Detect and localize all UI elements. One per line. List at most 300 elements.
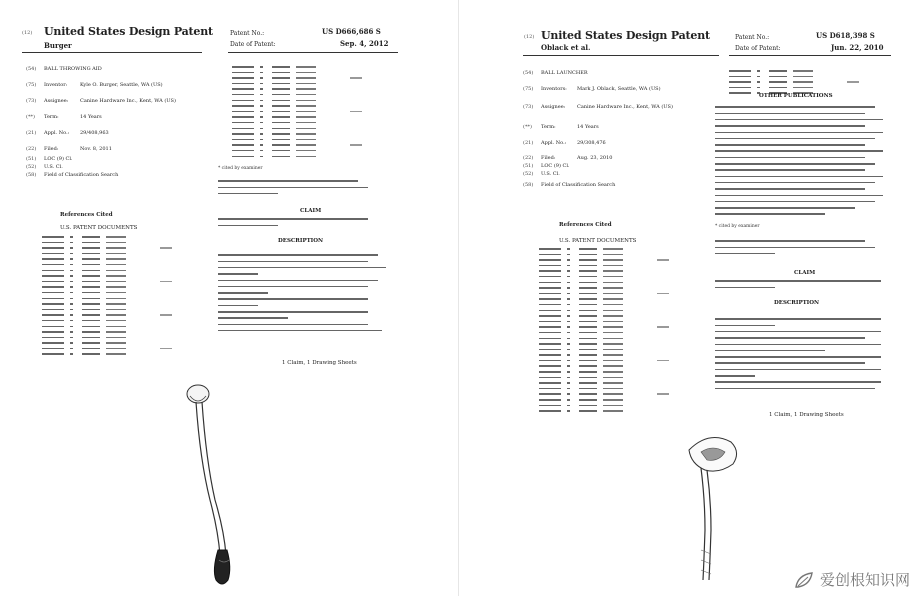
reference-mark <box>579 338 597 340</box>
text-line-mark <box>218 218 368 220</box>
field-row <box>523 182 616 189</box>
reference-mark <box>106 342 126 344</box>
reference-mark <box>82 342 100 344</box>
reference-mark <box>603 365 623 367</box>
reference-mark <box>296 128 316 130</box>
field-num: (**) <box>26 114 35 120</box>
field-label: Filed: <box>44 146 59 152</box>
reference-mark <box>539 399 561 401</box>
reference-mark <box>539 310 561 312</box>
reference-mark <box>82 298 100 300</box>
text-line-mark <box>715 113 865 115</box>
field-num: (52) <box>523 171 534 177</box>
reference-mark <box>296 66 316 68</box>
reference-mark <box>42 314 64 316</box>
text-line-mark <box>715 213 825 215</box>
field-label: Term: <box>541 124 556 130</box>
reference-mark <box>757 87 760 89</box>
text-line-mark <box>715 337 865 339</box>
reference-mark <box>232 150 254 152</box>
reference-mark <box>539 343 561 345</box>
text-line-mark <box>218 330 382 332</box>
reference-mark <box>42 258 64 260</box>
field-num: (52) <box>26 164 37 170</box>
reference-mark <box>603 332 623 334</box>
field-num: (22) <box>26 146 37 152</box>
references-heading: References Cited <box>60 212 113 218</box>
reference-mark <box>579 265 597 267</box>
reference-mark <box>567 377 570 379</box>
reference-mark <box>539 321 561 323</box>
reference-mark <box>757 76 760 78</box>
field-value: 14 Years <box>80 114 102 120</box>
reference-mark <box>70 309 73 311</box>
field-label: BALL LAUNCHER <box>541 70 588 76</box>
reference-mark <box>106 348 126 350</box>
reference-mark <box>579 399 597 401</box>
reference-mark <box>539 371 561 373</box>
reference-mark <box>272 105 290 107</box>
field-value: Nov. 8, 2011 <box>80 146 112 152</box>
text-line-mark <box>715 163 875 165</box>
reference-mark <box>232 156 254 158</box>
reference-mark <box>847 81 859 83</box>
reference-mark <box>729 76 751 78</box>
reference-mark <box>579 365 597 367</box>
reference-mark <box>603 410 623 412</box>
reference-mark <box>232 116 254 118</box>
reference-mark <box>106 286 126 288</box>
reference-mark <box>579 310 597 312</box>
text-line-mark <box>715 195 883 197</box>
reference-mark <box>106 337 126 339</box>
reference-mark <box>539 410 561 412</box>
reference-mark <box>106 281 126 283</box>
reference-mark <box>579 371 597 373</box>
text-line-mark <box>715 318 881 320</box>
reference-mark <box>567 332 570 334</box>
reference-mark <box>82 353 100 355</box>
reference-mark <box>567 410 570 412</box>
reference-mark <box>729 92 751 94</box>
reference-mark <box>272 144 290 146</box>
reference-mark <box>42 247 64 249</box>
reference-mark <box>539 377 561 379</box>
reference-mark <box>260 72 263 74</box>
reference-mark <box>539 365 561 367</box>
reference-mark <box>603 259 623 261</box>
reference-mark <box>603 405 623 407</box>
field-num: (**) <box>523 124 532 130</box>
reference-mark <box>272 150 290 152</box>
reference-mark <box>603 282 623 284</box>
text-line-mark <box>218 193 278 195</box>
text-line-mark <box>715 369 881 371</box>
reference-mark <box>82 264 100 266</box>
field-row <box>523 155 612 162</box>
reference-mark <box>106 353 126 355</box>
text-line-mark <box>218 273 258 275</box>
reference-mark <box>82 275 100 277</box>
reference-mark <box>579 321 597 323</box>
reference-mark <box>232 100 254 102</box>
reference-mark <box>603 393 623 395</box>
inventor-name: Oblack et al. <box>541 43 591 52</box>
title-code: (12) <box>524 34 535 40</box>
reference-row <box>232 154 362 160</box>
reference-mark <box>106 264 126 266</box>
reference-mark <box>757 81 760 83</box>
reference-mark <box>567 270 570 272</box>
claim-heading: CLAIM <box>794 270 816 276</box>
claims-footer: 1 Claim, 1 Drawing Sheets <box>282 360 357 366</box>
field-row <box>523 124 599 131</box>
reference-mark <box>350 77 362 79</box>
patent-title: United States Design Patent <box>541 29 710 42</box>
reference-mark <box>296 156 316 158</box>
reference-mark <box>603 354 623 356</box>
reference-mark <box>260 94 263 96</box>
reference-mark <box>232 133 254 135</box>
reference-mark <box>82 247 100 249</box>
field-num: (58) <box>523 182 534 188</box>
reference-mark <box>106 326 126 328</box>
reference-list-continued <box>729 68 859 96</box>
reference-mark <box>296 72 316 74</box>
reference-mark <box>603 265 623 267</box>
text-line-mark <box>715 201 875 203</box>
field-num: (51) <box>523 163 534 169</box>
reference-mark <box>539 405 561 407</box>
reference-mark <box>70 270 73 272</box>
reference-mark <box>70 303 73 305</box>
text-line-mark <box>715 375 755 377</box>
reference-mark <box>567 393 570 395</box>
reference-mark <box>42 303 64 305</box>
reference-mark <box>106 314 126 316</box>
text-line-mark <box>715 188 865 190</box>
reference-mark <box>296 122 316 124</box>
reference-mark <box>603 343 623 345</box>
reference-mark <box>82 326 100 328</box>
reference-mark <box>567 304 570 306</box>
text-line-mark <box>715 150 883 152</box>
field-label: Field of Classification Search <box>44 172 119 178</box>
references-heading: References Cited <box>559 222 612 228</box>
reference-mark <box>579 360 597 362</box>
reference-mark <box>579 343 597 345</box>
text-line-mark <box>715 144 865 146</box>
reference-mark <box>603 310 623 312</box>
reference-mark <box>579 298 597 300</box>
text-line-mark <box>715 240 865 242</box>
patent-no-label: Patent No.: <box>735 34 770 41</box>
text-line-mark <box>218 187 368 189</box>
reference-mark <box>82 281 100 283</box>
reference-mark <box>42 286 64 288</box>
reference-mark <box>579 259 597 261</box>
field-row <box>26 130 109 137</box>
reference-mark <box>567 326 570 328</box>
reference-mark <box>106 275 126 277</box>
date-label: Date of Patent: <box>230 41 276 48</box>
field-label: U.S. Cl. <box>541 171 560 177</box>
description-heading: DESCRIPTION <box>774 300 820 306</box>
text-line-mark <box>715 157 865 159</box>
cited-note: * cited by examiner <box>218 166 263 171</box>
reference-mark <box>82 292 100 294</box>
reference-mark <box>42 348 64 350</box>
reference-mark <box>657 293 669 295</box>
reference-mark <box>579 405 597 407</box>
text-line-mark <box>715 182 875 184</box>
reference-mark <box>260 66 263 68</box>
reference-mark <box>296 100 316 102</box>
text-line-mark <box>715 106 875 108</box>
reference-mark <box>260 122 263 124</box>
reference-mark <box>603 254 623 256</box>
reference-mark <box>567 338 570 340</box>
reference-mark <box>350 111 362 113</box>
reference-mark <box>70 292 73 294</box>
reference-mark <box>793 87 813 89</box>
reference-mark <box>579 382 597 384</box>
reference-mark <box>567 405 570 407</box>
reference-mark <box>106 292 126 294</box>
reference-mark <box>70 331 73 333</box>
text-line-mark <box>218 298 368 300</box>
claim-heading: CLAIM <box>300 208 322 214</box>
text-line-mark <box>715 176 883 178</box>
other-publications-heading: OTHER PUBLICATIONS <box>759 93 833 99</box>
field-value: 29/408,963 <box>80 130 109 136</box>
reference-mark <box>603 371 623 373</box>
reference-mark <box>296 105 316 107</box>
reference-mark <box>579 332 597 334</box>
reference-mark <box>232 111 254 113</box>
text-line-mark <box>715 325 775 327</box>
reference-mark <box>232 105 254 107</box>
reference-mark <box>106 258 126 260</box>
reference-mark <box>106 270 126 272</box>
reference-mark <box>567 399 570 401</box>
field-num: (22) <box>523 155 534 161</box>
description-heading: DESCRIPTION <box>278 238 324 244</box>
reference-mark <box>539 270 561 272</box>
reference-mark <box>567 248 570 250</box>
reference-mark <box>579 349 597 351</box>
reference-mark <box>106 236 126 238</box>
reference-mark <box>539 276 561 278</box>
reference-mark <box>603 399 623 401</box>
reference-mark <box>539 332 561 334</box>
reference-mark <box>70 281 73 283</box>
field-num: (73) <box>523 104 534 110</box>
reference-mark <box>539 248 561 250</box>
reference-mark <box>260 139 263 141</box>
text-line-mark <box>218 292 268 294</box>
reference-mark <box>160 348 172 350</box>
reference-mark <box>260 133 263 135</box>
reference-mark <box>539 265 561 267</box>
reference-mark <box>296 94 316 96</box>
reference-mark <box>567 321 570 323</box>
reference-mark <box>82 309 100 311</box>
field-label: Assignee: <box>44 98 69 104</box>
reference-mark <box>296 77 316 79</box>
patent-number: US D618,398 S <box>816 31 875 40</box>
text-line-mark <box>715 287 775 289</box>
reference-mark <box>82 253 100 255</box>
reference-mark <box>160 314 172 316</box>
reference-mark <box>42 264 64 266</box>
reference-mark <box>232 88 254 90</box>
reference-mark <box>82 236 100 238</box>
field-label: Appl. No.: <box>541 140 567 146</box>
reference-mark <box>272 72 290 74</box>
field-value: Aug. 23, 2010 <box>577 155 613 161</box>
reference-mark <box>579 410 597 412</box>
reference-mark <box>272 77 290 79</box>
text-line-mark <box>218 311 368 313</box>
reference-mark <box>539 298 561 300</box>
reference-mark <box>42 236 64 238</box>
reference-mark <box>539 354 561 356</box>
reference-mark <box>567 360 570 362</box>
reference-mark <box>272 66 290 68</box>
ball-thrower-drawing <box>180 380 240 590</box>
reference-mark <box>567 349 570 351</box>
reference-mark <box>42 253 64 255</box>
reference-mark <box>567 371 570 373</box>
reference-mark <box>657 393 669 395</box>
reference-mark <box>296 83 316 85</box>
patent-no-label: Patent No.: <box>230 30 265 37</box>
reference-mark <box>260 88 263 90</box>
reference-mark <box>42 337 64 339</box>
field-label: Field of Classification Search <box>541 182 616 188</box>
reference-mark <box>793 76 813 78</box>
field-label: BALL THROWING AID <box>44 66 102 72</box>
text-line-mark <box>715 331 881 333</box>
reference-mark <box>42 292 64 294</box>
reference-mark <box>160 247 172 249</box>
reference-mark <box>260 116 263 118</box>
reference-mark <box>579 388 597 390</box>
reference-mark <box>272 133 290 135</box>
field-label: LOC (9) Cl. <box>44 156 73 162</box>
reference-mark <box>232 94 254 96</box>
reference-mark <box>70 236 73 238</box>
text-line-mark <box>218 261 368 263</box>
reference-mark <box>579 304 597 306</box>
reference-row <box>42 351 172 357</box>
reference-mark <box>82 303 100 305</box>
text-line-mark <box>715 169 865 171</box>
us-docs-heading: U.S. PATENT DOCUMENTS <box>60 225 138 231</box>
leaf-logo-icon <box>794 571 816 589</box>
field-num: (58) <box>26 172 37 178</box>
text-line-mark <box>218 180 358 182</box>
reference-mark <box>603 360 623 362</box>
reference-mark <box>769 76 787 78</box>
date-label: Date of Patent: <box>735 45 781 52</box>
reference-mark <box>579 377 597 379</box>
reference-mark <box>539 282 561 284</box>
reference-mark <box>106 303 126 305</box>
reference-mark <box>272 94 290 96</box>
field-row <box>26 82 163 89</box>
reference-mark <box>296 144 316 146</box>
text-line-mark <box>218 324 368 326</box>
reference-mark <box>70 320 73 322</box>
reference-mark <box>272 116 290 118</box>
field-label: Assignee: <box>541 104 566 110</box>
ball-launcher-drawing <box>679 430 749 590</box>
inventor-name: Burger <box>44 41 72 50</box>
reference-mark <box>70 258 73 260</box>
reference-mark <box>769 87 787 89</box>
field-label: LOC (9) Cl. <box>541 163 570 169</box>
reference-mark <box>296 116 316 118</box>
reference-mark <box>82 258 100 260</box>
reference-mark <box>70 353 73 355</box>
patent-title: United States Design Patent <box>44 25 213 38</box>
reference-mark <box>579 248 597 250</box>
field-value: Canine Hardware Inc., Kent, WA (US) <box>577 104 673 110</box>
reference-mark <box>232 128 254 130</box>
field-value: Kyle O. Burger, Seattle, WA (US) <box>80 82 163 88</box>
reference-mark <box>729 70 751 72</box>
field-row <box>523 163 577 170</box>
us-docs-heading: U.S. PATENT DOCUMENTS <box>559 238 637 244</box>
reference-mark <box>579 354 597 356</box>
reference-list-continued <box>232 64 362 159</box>
reference-mark <box>42 331 64 333</box>
reference-mark <box>567 343 570 345</box>
text-line-mark <box>218 225 278 227</box>
field-label: U.S. Cl. <box>44 164 63 170</box>
field-label: Filed: <box>541 155 556 161</box>
reference-mark <box>232 144 254 146</box>
reference-mark <box>539 259 561 261</box>
patent-date: Sep. 4, 2012 <box>340 39 389 48</box>
text-line-mark <box>218 280 378 282</box>
reference-mark <box>70 342 73 344</box>
text-line-mark <box>715 344 881 346</box>
reference-mark <box>260 144 263 146</box>
field-row <box>26 164 80 171</box>
reference-mark <box>82 348 100 350</box>
reference-mark <box>539 304 561 306</box>
reference-mark <box>232 77 254 79</box>
reference-mark <box>70 326 73 328</box>
reference-mark <box>42 353 64 355</box>
reference-mark <box>579 276 597 278</box>
reference-mark <box>296 150 316 152</box>
text-line-mark <box>715 356 881 358</box>
field-row <box>26 156 80 163</box>
reference-mark <box>106 242 126 244</box>
header-rule-right <box>228 52 398 53</box>
reference-mark <box>106 253 126 255</box>
reference-list <box>539 246 669 414</box>
reference-mark <box>106 309 126 311</box>
patent-date: Jun. 22, 2010 <box>831 43 884 52</box>
header-rule-right <box>729 55 891 56</box>
reference-mark <box>539 293 561 295</box>
field-row <box>26 98 176 105</box>
